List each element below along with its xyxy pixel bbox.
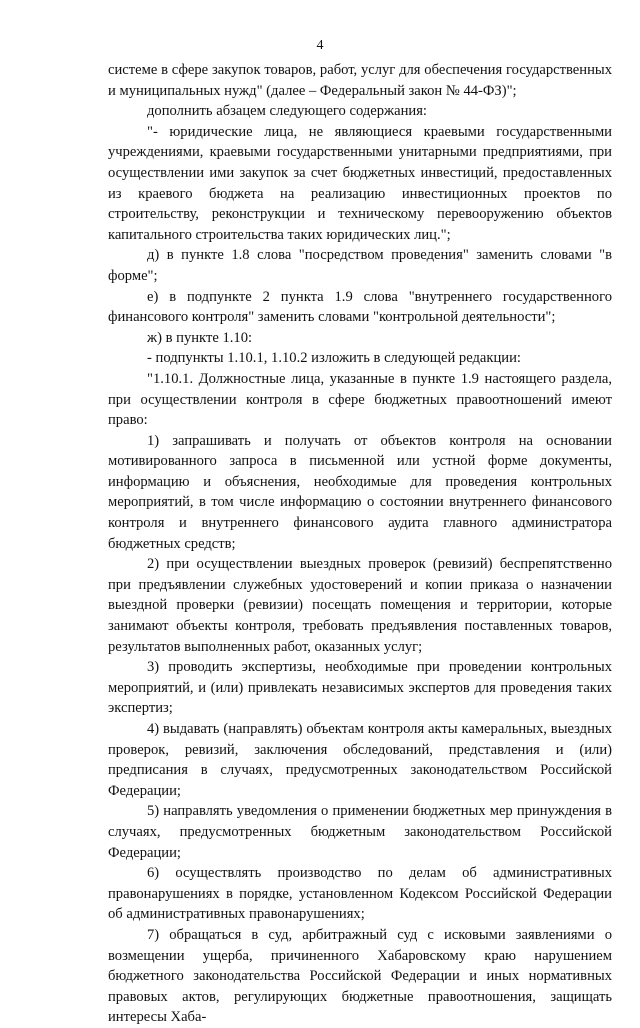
paragraph: ж) в пункте 1.10: (147, 329, 253, 346)
paragraph: системе в сфере закупок товаров, работ, услуг для обеспечения государственных и муниципальных нужд" (далее – Федеральный закон № 44-ФЗ)"; (108, 62, 612, 99)
paragraph: 2) при осуществлении выездных проверок (ревизий) беспрепятственно при предъявлении служебных удостоверений и копии приказа о назначении выездной проверки (ревизии) посещать помещения и территории, которые занимают объекты контроля, требовать предъявления поставленных товаров, результатов выполненных работ, оказанных услуг; (108, 556, 612, 655)
paragraph: 6) осуществлять производство по делам об административных правонарушениях в порядке, установленном Кодексом Российской Федерации об административных правонарушениях; (108, 865, 612, 923)
paragraph: - подпункты 1.10.1, 1.10.2 изложить в следующей редакции: (147, 350, 521, 367)
paragraph: д) в пункте 1.8 слова "посредством проведения" заменить словами "в форме"; (108, 247, 612, 284)
paragraph: е) в подпункте 2 пункта 1.9 слова "внутреннего государственного финансового контроля" заменить словами "контрольной деятельности"; (108, 288, 612, 326)
page-number: 4 (316, 38, 324, 53)
paragraph: "1.10.1. Должностные лица, указанные в пункте 1.9 настоящего раздела, при осуществлении контроля в сфере бюджетных правоотношений имеют право: (108, 370, 612, 429)
paragraph: 1) запрашивать и получать от объектов контроля на основании мотивированного запроса в письменной или устной форме документы, информацию и объяснения, необходимые для проведения контрольных мероприятий, в том числе информацию о состоянии внутреннего финансового контроля и внутреннего финансового аудита главного администратора бюджетных средств; (108, 432, 612, 552)
paragraph: 5) направлять уведомления о применении бюджетных мер принуждения в случаях, предусмотренных бюджетным законодательством Российской Федерации; (108, 803, 612, 861)
paragraph: дополнить абзацем следующего содержания: (147, 103, 427, 120)
paragraph: 7) обращаться в суд, арбитражный суд с исковыми заявлениями о возмещении ущерба, причиненного Хабаровскому краю нарушением бюджетного законодательства Российской Федерации и иных нормативных правовых актов, регулирующих бюджетные правоотношения, защищать интересы Хаба- (108, 926, 612, 1026)
paragraph: 4) выдавать (направлять) объектам контроля акты камеральных, выездных проверок, ревизий, заключения обследований, представления и (или) предписания в случаях, предусмотренных законодательством Российской Федерации; (108, 721, 612, 799)
paragraph: "- юридические лица, не являющиеся краевыми государственными учреждениями, краевыми государственными унитарными предприятиями, при осуществлении ими закупок за счет бюджетных инвестиций, предоставленных из краевого бюджета на реализацию инвестиционных проектов по строительству, реконструкции и техническому перевооружению объектов капитального строительства таких юридических лиц."; (108, 123, 612, 243)
paragraph: 3) проводить экспертизы, необходимые при проведении контрольных мероприятий, и (или) привлекать независимых экспертов для проведения таких экспертиз; (108, 659, 612, 717)
document-body (108, 60, 612, 1028)
